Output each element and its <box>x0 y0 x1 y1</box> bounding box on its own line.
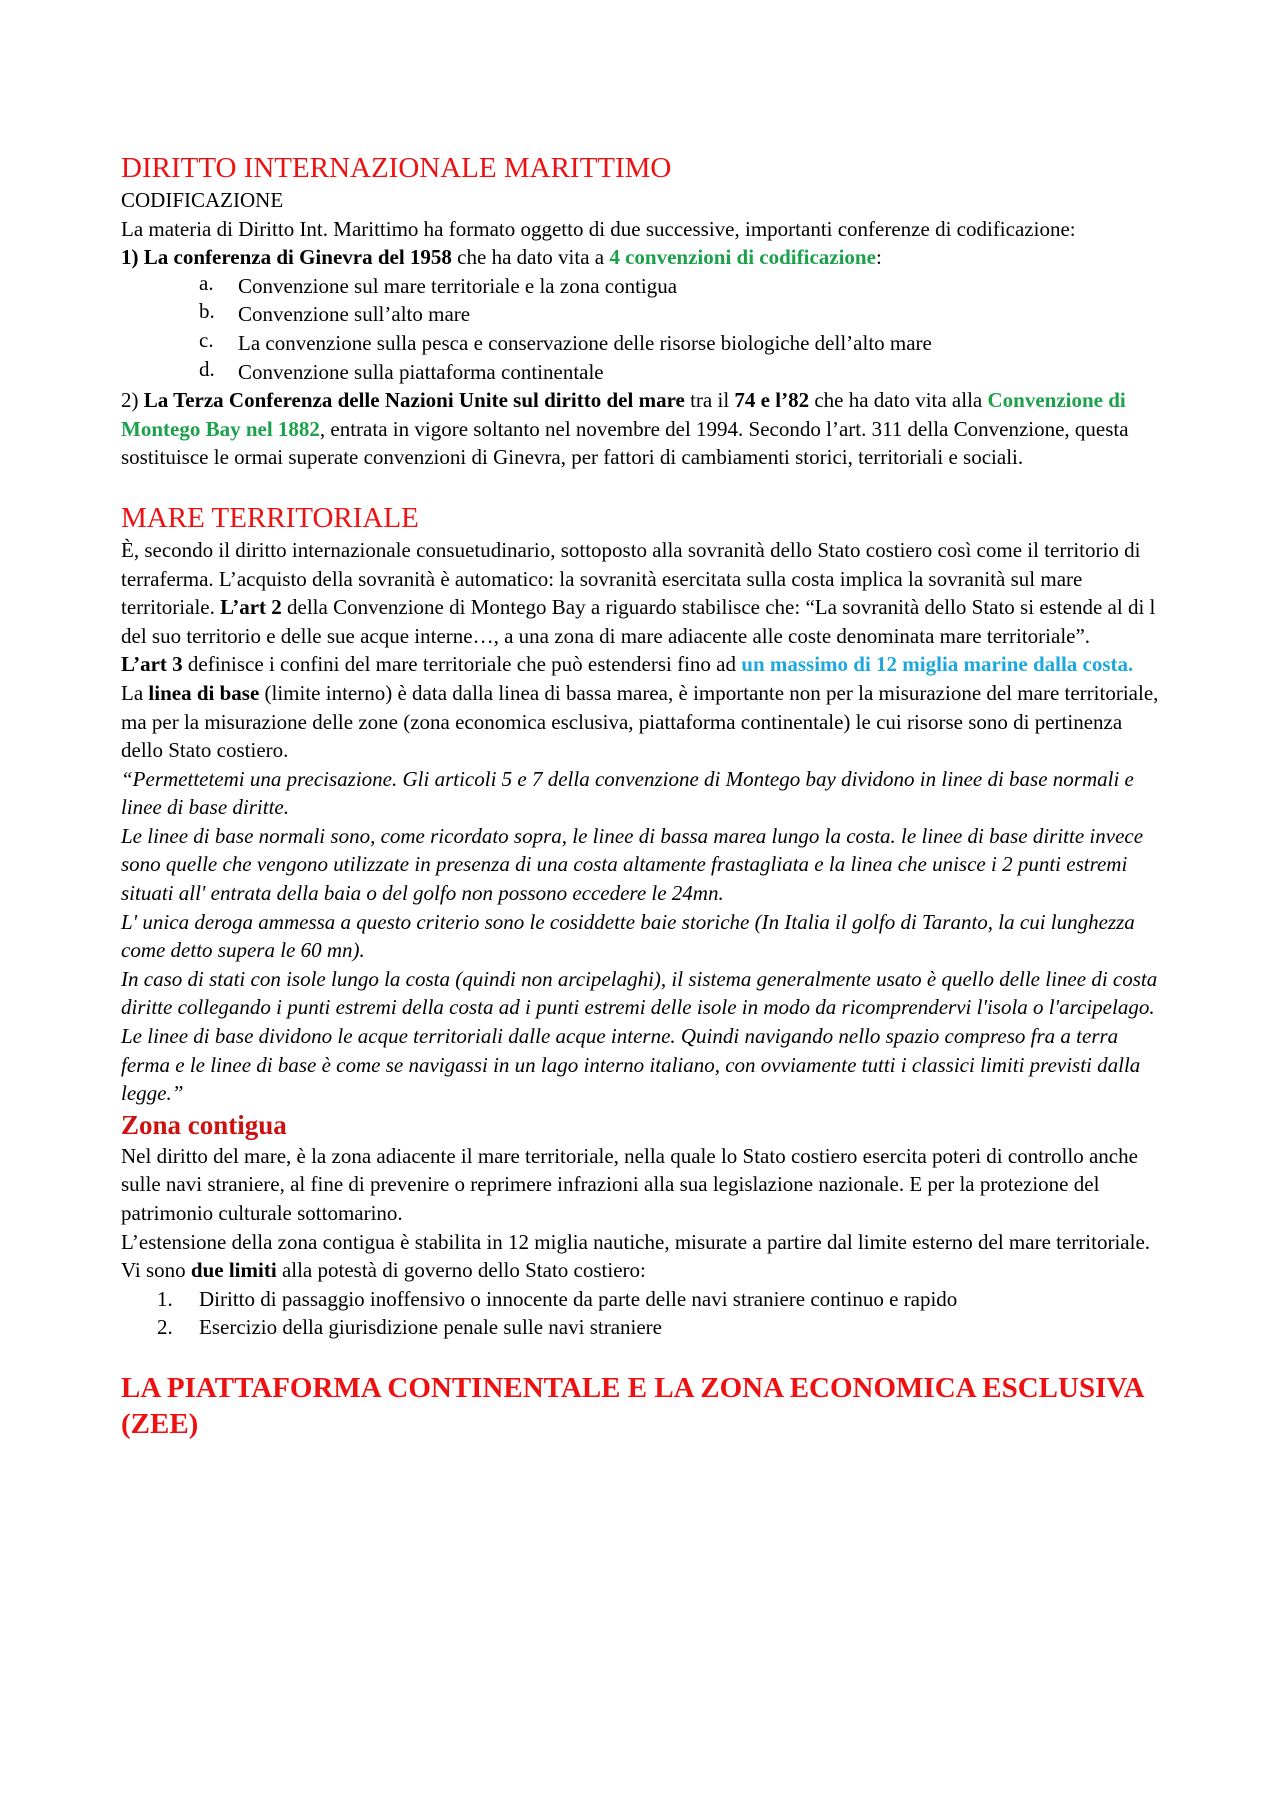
piattaforma-heading: LA PIATTAFORMA CONTINENTALE E LA ZONA ECONOMICA ESCLUSIVA (ZEE) <box>121 1371 1143 1440</box>
list-text: Convenzione sull’alto mare <box>238 302 471 327</box>
list-marker: d. <box>199 356 215 381</box>
ginevra-mid: che ha dato vita a <box>451 245 610 270</box>
quote-paragraph-5: Le linee di base dividono le acque territoriali dalle acque interne. Quindi navigando nello spazio compreso fra a terra ferma e le linee di base è come se navigassi in un lago interno italiano, con ovviamente tutti i classici limiti previsti dalla legge.” <box>121 1024 1141 1106</box>
zona-p3-b: alla potestà di governo dello Stato costiero: <box>276 1258 646 1283</box>
mare-p3-a: La <box>121 680 149 705</box>
list-item <box>121 329 1162 358</box>
montego-bay-highlight: Convenzione di Montego Bay nel 1882 <box>121 388 1126 441</box>
p2-years: 74 e l’82 <box>734 388 810 413</box>
list-item <box>121 1313 1162 1342</box>
spacer <box>121 1342 1162 1370</box>
limiti-list <box>121 1285 1162 1342</box>
list-marker: a. <box>199 270 214 295</box>
ginevra-end: : <box>875 245 882 270</box>
quote-paragraph-2: Le linee di base normali sono, come ricordato sopra, le linee di bassa marea lungo la costa. le linee di base diritte invece sono quelle che vengono utilizzate in presenza di una costa altamente frastagliata e la linea che unisce i 2 punti estremi situati all' entrata della baia o del golfo non possono eccedere le 24mn. <box>121 823 1144 906</box>
zona-p3-a: Vi sono <box>121 1258 191 1283</box>
ginevra-bold: 1) La conferenza di Ginevra del 1958 <box>121 245 452 270</box>
list-text: La convenzione sulla pesca e conservazione delle risorse biologiche dell’alto mare <box>238 330 932 355</box>
due-limiti-bold: due limiti <box>190 1258 277 1283</box>
list-item <box>121 300 1162 329</box>
list-marker: 2. <box>157 1315 173 1340</box>
p2-end: , entrata in vigore soltanto nel novembre del 1994. Secondo l’art. 311 della Convenzione, questa sostituisce le ormai superate convenzioni di Ginevra, per fattori di cambiamenti storici, territoriali e sociali. <box>121 416 1129 470</box>
mare-paragraph-1 <box>121 536 1162 650</box>
linea-di-base-bold: linea di base <box>148 680 260 705</box>
mare-paragraph-3 <box>121 679 1162 765</box>
list-marker: b. <box>199 299 215 324</box>
list-text: Diritto di passaggio inoffensivo o innocente da parte delle navi straniere continuo e rapido <box>199 1286 958 1311</box>
mare-p2-a: definisce i confini del mare territoriale che può estendersi fino ad <box>182 652 742 677</box>
zona-paragraph-1: Nel diritto del mare, è la zona adiacente il mare territoriale, nella quale lo Stato costiero esercita poteri di controllo anche sulle navi straniere, al fine di prevenire o reprimere infrazioni alla sua legislazione nazionale. E per la protezione del patrimonio culturale sottomarino. <box>121 1143 1138 1225</box>
list-item <box>121 358 1162 387</box>
conferenza-ginevra-paragraph <box>121 243 1162 272</box>
mare-p1-a: È, secondo il diritto internazionale consuetudinario, sottoposto alla sovranità dello Stato costiero così come il territorio di terraferma. L’acquisto della sovranità è automatico: la sovranità esercitata sulla costa implica la sovranità sul mare territoriale. <box>121 537 1141 620</box>
terza-conferenza-bold: La Terza Conferenza delle Nazioni Unite sul diritto del mare <box>143 388 685 413</box>
quote-paragraph-4: In caso di stati con isole lungo la costa (quindi non arcipelaghi), il sistema generalmente usato è quello delle linee di costa diritte collegando i punti estremi della costa ad i punti estremi delle isole in modo da ricomprendervi l'isola o l'arcipelago. <box>121 966 1158 1020</box>
p2-mid2: che ha dato vita alla <box>809 388 988 413</box>
quote-paragraph-3: L' unica deroga ammessa a questo criterio sono le cosiddette baie storiche (In Italia il golfo di Taranto, la cui lunghezza come detto supera le 60 mn). <box>121 909 1135 963</box>
dodici-miglia-highlight: un massimo di 12 miglia marine dalla costa. <box>741 652 1134 677</box>
terza-conferenza-paragraph <box>121 386 1162 472</box>
zona-paragraph-3 <box>121 1256 1162 1285</box>
convenzioni-highlight: 4 convenzioni di codificazione <box>609 245 876 270</box>
quote-paragraph-1: “Permettetemi una precisazione. Gli articoli 5 e 7 della convenzione di Montego bay dividono in linee di base normali e linee di base diritte. <box>121 766 1134 820</box>
zona-contigua-heading: Zona contigua <box>121 1109 287 1140</box>
list-text: Convenzione sul mare territoriale e la zona contigua <box>238 273 678 298</box>
list-item <box>121 1285 1162 1314</box>
p2-number: 2) <box>121 388 144 413</box>
list-marker: 1. <box>157 1286 173 1311</box>
list-item <box>121 272 1162 301</box>
mare-p3-b: (limite interno) è data dalla linea di bassa marea, è importante non per la misurazione del mare territoriale, ma per la misurazione delle zone (zona economica esclusiva, piattaforma continentale) le cui risorse sono di pertinenza dello Stato costiero. <box>121 680 1159 763</box>
mare-p1-b: della Convenzione di Montego Bay a riguardo stabilisce che: “La sovranità dello Stato si estende al di l del suo territorio e delle sue acque interne…, a una zona di mare adiacente alle coste denominata mare territoriale”. <box>121 595 1156 648</box>
document-title: DIRITTO INTERNAZIONALE MARITTIMO <box>121 152 672 184</box>
art3-bold: L’art 3 <box>121 652 183 677</box>
list-text: Convenzione sulla piattaforma continentale <box>238 359 604 384</box>
spacer <box>121 472 1162 500</box>
codificazione-subtitle: CODIFICAZIONE <box>121 188 284 212</box>
list-text: Esercizio della giurisdizione penale sulle navi straniere <box>199 1315 662 1340</box>
mare-territoriale-heading: MARE TERRITORIALE <box>121 501 419 534</box>
mare-paragraph-2 <box>121 650 1162 679</box>
list-marker: c. <box>199 327 214 352</box>
p2-mid: tra il <box>684 388 735 413</box>
convenzioni-list <box>121 272 1162 386</box>
codificazione-intro: La materia di Diritto Int. Marittimo ha formato oggetto di due successive, importanti conferenze di codificazione: <box>121 216 1076 241</box>
zona-paragraph-2: L’estensione della zona contigua è stabilita in 12 miglia nautiche, misurate a partire dal limite esterno del mare territoriale. <box>121 1229 1151 1254</box>
art2-bold: L’art 2 <box>220 595 282 620</box>
